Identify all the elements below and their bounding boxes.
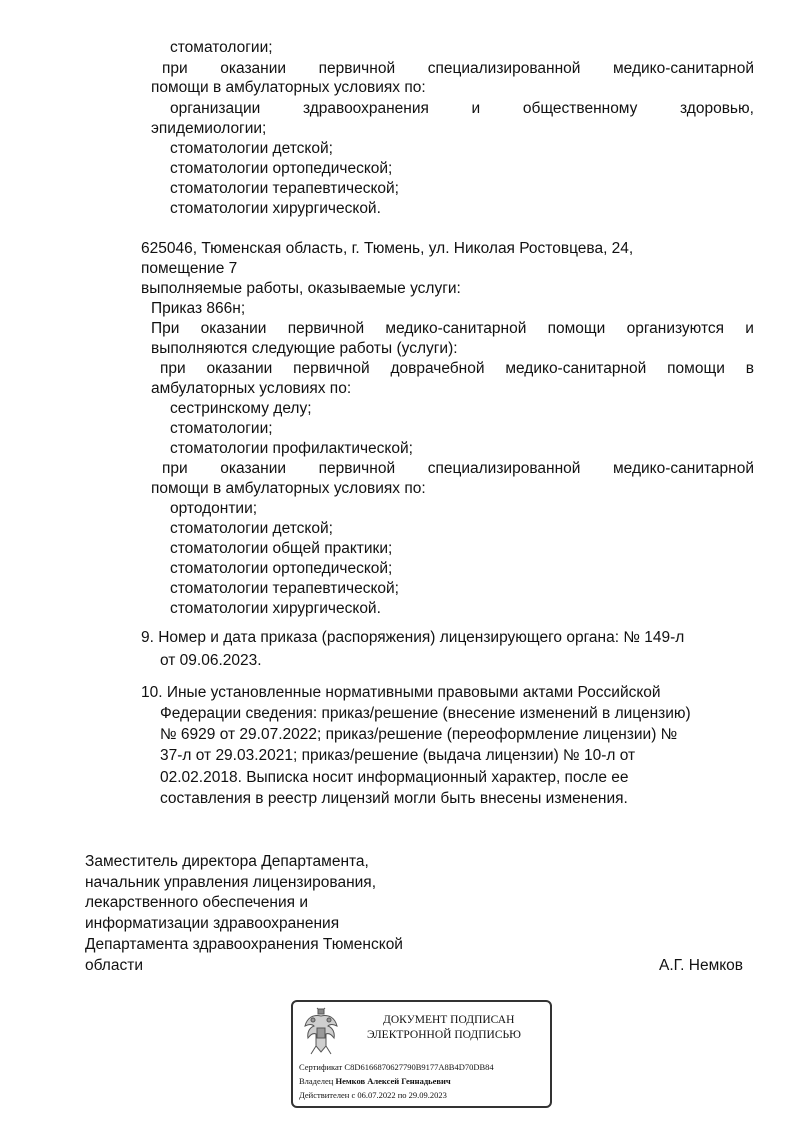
item-9-line: от 09.06.2023.	[160, 652, 262, 669]
word: При	[151, 320, 180, 337]
word: оказании	[206, 360, 273, 377]
owner-label: Владелец	[299, 1076, 334, 1086]
signatory-line: лекарственного обеспечения и	[85, 894, 309, 911]
item-10-line: составления в реестр лицензий могли быть внесены изменения.	[160, 790, 628, 807]
text-line: ортодонтии;	[170, 500, 258, 517]
stamp-owner	[299, 1074, 451, 1088]
text-line: амбулаторных условиях по:	[151, 380, 352, 397]
stamp-cert	[299, 1060, 494, 1074]
word: здоровью,	[680, 100, 754, 117]
coat-of-arms-icon	[303, 1006, 339, 1058]
item-10-line: № 6929 от 29.07.2022; приказ/решение (переоформление лицензии) №	[160, 726, 678, 743]
cert-value: C8D6166870627790B9177A8B4D70DB84	[344, 1062, 494, 1072]
signatory-line: Заместитель директора Департамента,	[85, 853, 369, 870]
word: при	[162, 60, 188, 77]
text-line: сестринскому делу;	[170, 400, 312, 417]
word: оказании	[200, 320, 267, 337]
item-10-line: 10. Иные установленные нормативными правовыми актами Российской	[141, 684, 661, 701]
word: медико-санитарной	[505, 360, 647, 377]
text-line: стоматологии общей практики;	[170, 540, 393, 557]
word: медико-санитарной	[613, 60, 754, 77]
signatory-line: начальник управления лицензирования,	[85, 874, 376, 891]
word: организации	[170, 100, 261, 117]
signatory-line: информатизации здравоохранения	[85, 915, 340, 932]
word: общественному	[522, 100, 638, 117]
text-line: стоматологии ортопедической;	[170, 160, 393, 177]
signatory-name: А.Г. Немков	[659, 957, 744, 974]
stamp-title: ДОКУМЕНТ ПОДПИСАН	[383, 1014, 515, 1026]
word: помощи	[667, 360, 725, 377]
text-line: помощи в амбулаторных условиях по:	[151, 79, 426, 96]
text-line: стоматологии ортопедической;	[170, 560, 393, 577]
text-line: стоматологии детской;	[170, 520, 333, 537]
text-line: стоматологии терапевтической;	[170, 580, 399, 597]
text-line: стоматологии;	[170, 39, 273, 56]
text-line: стоматологии детской;	[170, 140, 333, 157]
e-signature-stamp	[291, 1000, 552, 1108]
item-10-line: 02.02.2018. Выписка носит информационный характер, после ее	[160, 769, 629, 786]
word: медико-санитарной	[385, 320, 527, 337]
item-10-line: Федерации сведения: приказ/решение (внесение изменений в лицензию)	[160, 705, 691, 722]
text-line	[162, 459, 754, 478]
word: организуются	[626, 320, 725, 337]
item-9-line: 9. Номер и дата приказа (распоряжения) лицензирующего органа: № 149-л	[141, 629, 685, 646]
word: первичной	[318, 460, 396, 477]
text-line: выполняются следующие работы (услуги):	[151, 340, 458, 357]
stamp-validity: Действителен с 06.07.2022 по 29.09.2023	[299, 1090, 447, 1100]
signatory-line: области	[85, 957, 143, 974]
word: доврачебной	[390, 360, 485, 377]
text-line: Приказ 866н;	[151, 300, 246, 317]
text-line	[160, 359, 754, 378]
address-line: помещение 7	[141, 260, 238, 277]
text-line: выполняемые работы, оказываемые услуги:	[141, 280, 461, 297]
text-line: стоматологии;	[170, 420, 273, 437]
text-line: стоматологии профилактической;	[170, 440, 413, 457]
word: помощи	[547, 320, 606, 337]
text-line	[170, 99, 754, 118]
owner-value: Немков Алексей Геннадьевич	[335, 1076, 451, 1086]
word: первичной	[293, 360, 370, 377]
word: специализированной	[427, 60, 581, 77]
text-line: стоматологии хирургической.	[170, 600, 381, 617]
word: при	[160, 360, 186, 377]
item-10-line: 37-л от 29.03.2021; приказ/решение (выдача лицензии) № 10-л от	[160, 747, 636, 764]
text-line	[151, 319, 754, 338]
address-line: 625046, Тюменская область, г. Тюмень, ул. Николая Ростовцева, 24,	[141, 240, 634, 257]
text-line	[162, 59, 754, 78]
text-line: стоматологии хирургической.	[170, 200, 381, 217]
word: первичной	[287, 320, 365, 337]
word: и	[745, 320, 754, 337]
word: специализированной	[427, 460, 581, 477]
cert-label: Сертификат	[299, 1062, 343, 1072]
word: здравоохранения	[302, 100, 429, 117]
stamp-title: ЭЛЕКТРОННОЙ ПОДПИСЬЮ	[367, 1029, 521, 1041]
text-line: помощи в амбулаторных условиях по:	[151, 480, 426, 497]
text-line: стоматологии терапевтической;	[170, 180, 399, 197]
word: медико-санитарной	[613, 460, 754, 477]
word: в	[745, 360, 754, 377]
word: оказании	[220, 60, 287, 77]
word: и	[471, 100, 481, 117]
word: первичной	[318, 60, 396, 77]
word: при	[162, 460, 188, 477]
text-line: эпидемиологии;	[151, 120, 267, 137]
signatory-line: Департамента здравоохранения Тюменской	[85, 936, 403, 953]
word: оказании	[220, 460, 287, 477]
